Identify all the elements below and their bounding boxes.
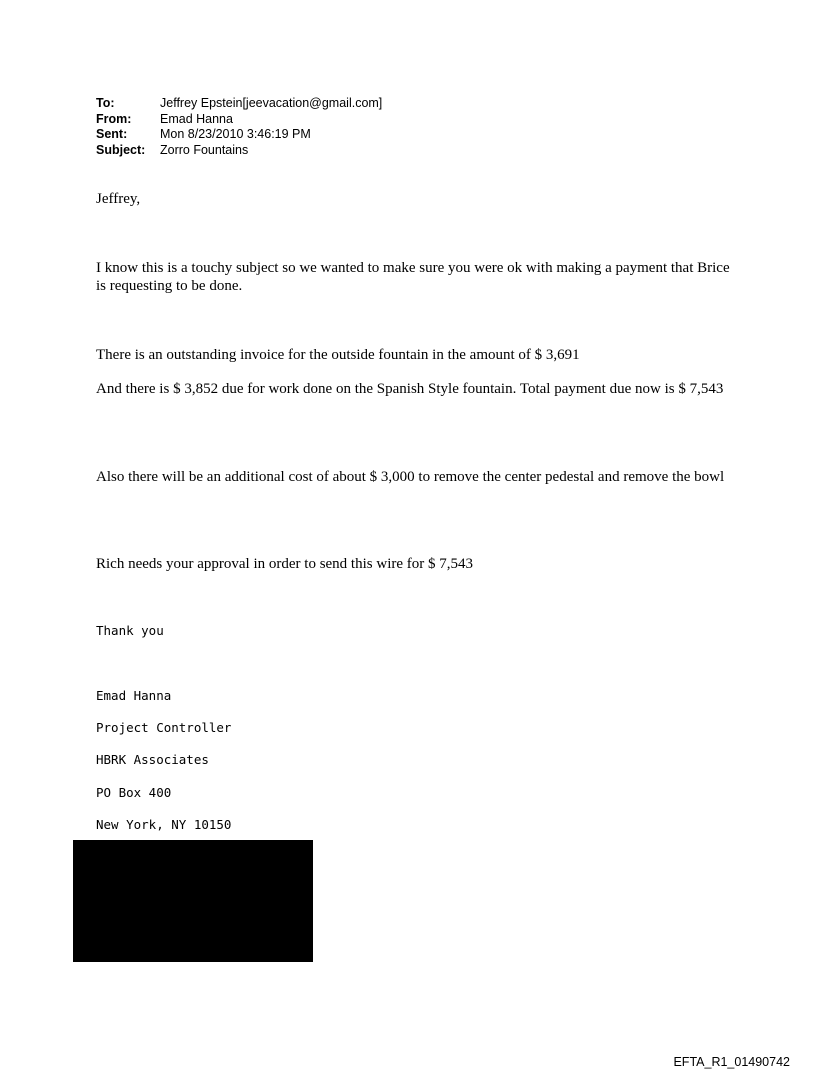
signature-company: HBRK Associates — [96, 752, 209, 767]
greeting: Jeffrey, — [96, 191, 141, 207]
signature-closing: Thank you — [96, 623, 164, 638]
body-paragraph-1: I know this is a touchy subject so we wanted to make sure you were ok with making a payment that Brice is requesting to be done. — [96, 260, 730, 294]
signature-title: Project Controller — [96, 720, 232, 735]
email-header — [96, 96, 382, 158]
sent-row — [96, 127, 382, 143]
subject-value: Zorro Fountains — [160, 142, 249, 157]
body-paragraph-2: There is an outstanding invoice for the outside fountain in the amount of $ 3,691 — [96, 347, 580, 363]
body-paragraph-3: And there is $ 3,852 due for work done on the Spanish Style fountain. Total payment due now is $ 7,543 — [96, 381, 724, 397]
signature-po-box: PO Box 400 — [96, 785, 172, 800]
subject-row — [96, 143, 382, 159]
to-label: To: — [96, 96, 115, 110]
signature-city: New York, NY 10150 — [96, 817, 232, 832]
document-id: EFTA_R1_01490742 — [673, 1055, 790, 1069]
signature-name: Emad Hanna — [96, 688, 172, 703]
body-paragraph-4: Also there will be an additional cost of about $ 3,000 to remove the center pedestal and remove the bowl — [96, 469, 725, 485]
to-row — [96, 96, 382, 112]
sent-value: Mon 8/23/2010 3:46:19 PM — [160, 127, 311, 141]
from-value: Emad Hanna — [160, 111, 233, 126]
from-label: From: — [96, 111, 132, 126]
body-paragraph-5: Rich needs your approval in order to send this wire for $ 7,543 — [96, 556, 473, 572]
redaction-box — [73, 840, 313, 962]
sent-label: Sent: — [96, 127, 128, 141]
to-value: Jeffrey Epstein[jeevacation@gmail.com] — [160, 96, 383, 110]
subject-label: Subject: — [96, 142, 146, 157]
from-row — [96, 112, 382, 128]
